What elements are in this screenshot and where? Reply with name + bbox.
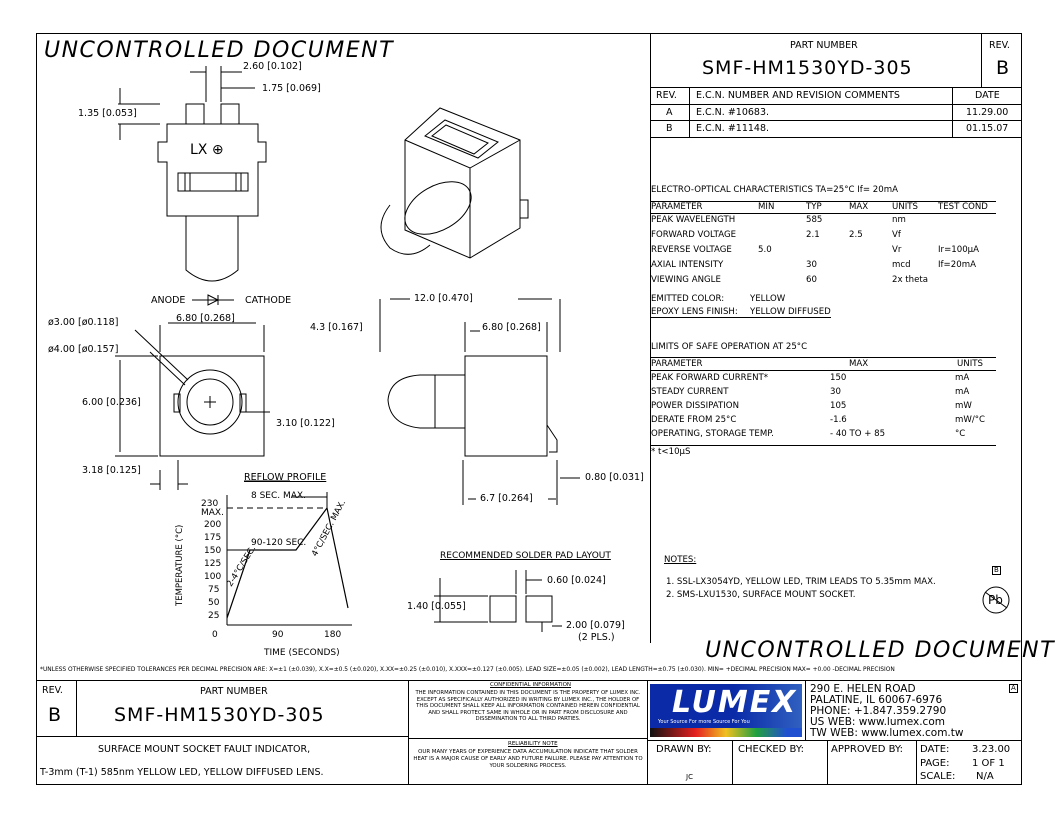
solder-dim-200: 2.00 [0.079] bbox=[566, 620, 625, 631]
dim-680-side: 6.80 [0.268] bbox=[482, 322, 541, 333]
rohs-pb: Pb bbox=[988, 593, 1003, 607]
safe-row-3-units: mW/°C bbox=[955, 415, 986, 425]
eo-row-2-min: 5.0 bbox=[758, 245, 772, 255]
safe-row-0-max: 150 bbox=[830, 373, 847, 383]
rev-label: REV. bbox=[989, 40, 1010, 51]
part-number: SMF-HM1530YD-305 bbox=[702, 57, 913, 79]
tolerance-note: *UNLESS OTHERWISE SPECIFIED TOLERANCES PER DECIMAL PRECISION ARE: X=±1 (±0.039), X.X=±0.5 (±0.020), X.XX=±0.25 (±0.010), X.XXX=±0.127 (±0.005). LEAD SIZE=±0.05 (±0.002), LEAD LENGTH=±0.75 (±0.030). MIN= +DECIMAL PRECISION MAX= +0.00 -DECIMAL PRECISION bbox=[40, 667, 895, 673]
eo-row-3-typ: 30 bbox=[806, 260, 817, 270]
reflow-ann-ramp-down: 4°C/SEC. MAX. bbox=[310, 498, 349, 559]
watermark-bottom: UNCONTROLLED DOCUMENT bbox=[705, 638, 1056, 663]
anode-label: ANODE bbox=[151, 295, 186, 306]
eo-row-3-test-cond: If=20mA bbox=[938, 260, 976, 270]
rev-row-a-rev: A bbox=[666, 107, 673, 118]
reflow-title: REFLOW PROFILE bbox=[244, 472, 327, 483]
drawn-by-label: DRAWN BY: bbox=[656, 744, 712, 755]
lumex-logo bbox=[650, 684, 802, 737]
eo-row-4-units: 2x theta bbox=[892, 275, 929, 285]
safe-row-3-parameter: DERATE FROM 25°C bbox=[651, 415, 737, 425]
reflow-ytick-100: 100 bbox=[204, 572, 222, 582]
reflow-ytick-50: 50 bbox=[208, 598, 220, 608]
eo-row-2-units: Vr bbox=[892, 245, 902, 255]
lx-mark: LX ⊕ bbox=[190, 142, 224, 158]
solder-dim-060: 0.60 [0.024] bbox=[547, 575, 606, 586]
reflow-ytick-150: 150 bbox=[204, 546, 222, 556]
dim-top-135: 1.35 [0.053] bbox=[78, 108, 137, 119]
eo-row-0-units: nm bbox=[892, 215, 906, 225]
eo-row-1-parameter: FORWARD VOLTAGE bbox=[651, 230, 737, 240]
safe-footnote: * t<10μS bbox=[651, 447, 691, 457]
safe-row-2-parameter: POWER DISSIPATION bbox=[651, 401, 739, 411]
safe-row-2-max: 105 bbox=[830, 401, 847, 411]
date-value: 3.23.00 bbox=[972, 744, 1011, 755]
rel-title: RELIABILITY NOTE bbox=[508, 741, 558, 747]
dim-67: 6.7 [0.264] bbox=[480, 493, 533, 504]
dim-top-260: 2.60 [0.102] bbox=[243, 61, 302, 72]
eo-header-parameter: PARAMETER bbox=[651, 202, 703, 212]
bottom-desc-2: T-3mm (T-1) 585nm YELLOW LED, YELLOW DIFFUSED LENS. bbox=[40, 767, 324, 778]
watermark-top: UNCONTROLLED DOCUMENT bbox=[44, 38, 395, 63]
conf-title: CONFIDENTIAL INFORMATION bbox=[490, 682, 572, 688]
eo-row-1-typ: 2.1 bbox=[806, 230, 820, 240]
safe-row-0-parameter: PEAK FORWARD CURRENT* bbox=[651, 373, 769, 383]
checked-by-label: CHECKED BY: bbox=[738, 744, 805, 755]
date-label: DATE: bbox=[920, 744, 950, 755]
bottom-desc-1: SURFACE MOUNT SOCKET FAULT INDICATOR, bbox=[98, 744, 311, 755]
lens-label: EPOXY LENS FINISH: bbox=[651, 307, 738, 317]
reflow-ytick-200: 200 bbox=[204, 520, 222, 530]
eo-row-4-parameter: VIEWING ANGLE bbox=[651, 275, 721, 285]
logo-rainbow bbox=[650, 728, 802, 737]
dim-top-175: 1.75 [0.069] bbox=[262, 83, 321, 94]
reflow-ytick-75: 75 bbox=[208, 585, 220, 595]
safe-row-0-units: mA bbox=[955, 373, 970, 383]
eo-row-0-parameter: PEAK WAVELENGTH bbox=[651, 215, 736, 225]
rev-table-header-comments: E.C.N. NUMBER AND REVISION COMMENTS bbox=[696, 90, 900, 101]
eo-row-4-typ: 60 bbox=[806, 275, 817, 285]
dim-310: 3.10 [0.122] bbox=[276, 418, 335, 429]
bottom-rev: B bbox=[48, 704, 63, 726]
eo-header-typ: TYP bbox=[806, 202, 822, 212]
dim-080: 0.80 [0.031] bbox=[585, 472, 644, 483]
drawn-by: JC bbox=[686, 773, 693, 781]
lens-value: YELLOW DIFFUSED bbox=[750, 307, 831, 317]
safe-row-3-max: -1.6 bbox=[830, 415, 847, 425]
safe-row-1-max: 30 bbox=[830, 387, 841, 397]
safe-header-units: UNITS bbox=[957, 359, 983, 369]
address-marker: A bbox=[1011, 684, 1016, 692]
bottom-part-number-label: PART NUMBER bbox=[200, 686, 268, 697]
rev-table-header-date: DATE bbox=[975, 90, 1000, 101]
bottom-rev-label: REV. bbox=[42, 685, 63, 696]
address-line-1: 290 E. HELEN ROAD bbox=[810, 683, 916, 695]
address-line-3: PHONE: +1.847.359.2790 bbox=[810, 705, 947, 717]
safe-row-2-units: mW bbox=[955, 401, 972, 411]
scale-label: SCALE: bbox=[920, 771, 956, 782]
rel-text: OUR MANY YEARS OF EXPERIENCE DATA ACCUMULATION INDICATE THAT SOLDER HEAT IS A MAJOR CAUSE OF EARLY AND FUTURE FAILURE. PLEASE PAY ATTENTION TO YOUR SOLDERING PROCESS. bbox=[413, 749, 643, 769]
rev-value: B bbox=[996, 57, 1011, 79]
eo-row-3-parameter: AXIAL INTENSITY bbox=[651, 260, 724, 270]
dim-318: 3.18 [0.125] bbox=[82, 465, 141, 476]
reflow-xtick-90: 90 bbox=[272, 630, 284, 640]
eo-row-2-test-cond: Ir=100μA bbox=[938, 245, 980, 255]
rev-row-a-date: 11.29.00 bbox=[966, 107, 1009, 118]
dim-1200: 12.0 [0.470] bbox=[414, 293, 473, 304]
safe-row-4-units: °C bbox=[955, 429, 966, 439]
part-number-label: PART NUMBER bbox=[790, 40, 858, 51]
page-label: PAGE: bbox=[920, 758, 950, 769]
eo-header-units: UNITS bbox=[892, 202, 918, 212]
reflow-ann-hold: 90-120 SEC. bbox=[251, 538, 307, 548]
notes-marker: B bbox=[994, 566, 999, 574]
reflow-ylabel: TEMPERATURE (°C) bbox=[175, 524, 185, 606]
reflow-ann-max: 8 SEC. MAX. bbox=[251, 491, 306, 501]
eo-title: ELECTRO-OPTICAL CHARACTERISTICS TA=25°C If= 20mA bbox=[651, 185, 898, 195]
reflow-ytick-125: 125 bbox=[204, 559, 222, 569]
page-value: 1 OF 1 bbox=[972, 758, 1005, 769]
dim-600: 6.00 [0.236] bbox=[82, 397, 141, 408]
eo-header-max: MAX bbox=[849, 202, 869, 212]
bottom-part-number: SMF-HM1530YD-305 bbox=[114, 704, 325, 726]
eo-row-1-max: 2.5 bbox=[849, 230, 863, 240]
reflow-ytick-25: 25 bbox=[208, 611, 220, 621]
emitted-color: YELLOW bbox=[750, 294, 786, 304]
approved-by-label: APPROVED BY: bbox=[831, 744, 904, 755]
eo-row-3-units: mcd bbox=[892, 260, 911, 270]
scale-value: N/A bbox=[976, 771, 994, 782]
rev-row-b-comment: E.C.N. #11148. bbox=[696, 123, 770, 134]
dim-680-front: 6.80 [0.268] bbox=[176, 313, 235, 324]
rev-row-b-date: 01.15.07 bbox=[966, 123, 1009, 134]
solder-title: RECOMMENDED SOLDER PAD LAYOUT bbox=[440, 551, 611, 561]
eo-header-min: MIN bbox=[758, 202, 775, 212]
address-line-5: TW WEB: www.lumex.com.tw bbox=[810, 727, 964, 739]
rev-row-b-rev: B bbox=[666, 123, 673, 134]
note-2: 2. SMS-LXU1530, SURFACE MOUNT SOCKET. bbox=[666, 590, 856, 600]
address-line-2: PALATINE, IL 60067-6976 bbox=[810, 694, 943, 706]
solder-pls: (2 PLS.) bbox=[578, 632, 615, 643]
dim-dia-300: ø3.00 [ø0.118] bbox=[48, 317, 119, 328]
eo-row-0-typ: 585 bbox=[806, 215, 823, 225]
reflow-ann-ramp-up: 2-4°C/SEC. bbox=[225, 544, 259, 589]
logo-wordmark: LUMEX bbox=[672, 685, 798, 720]
eo-header-test-cond: TEST COND bbox=[938, 202, 988, 212]
eo-row-2-parameter: REVERSE VOLTAGE bbox=[651, 245, 732, 255]
safe-row-1-parameter: STEADY CURRENT bbox=[651, 387, 729, 397]
emitted-color-label: EMITTED COLOR: bbox=[651, 294, 725, 304]
conf-text: THE INFORMATION CONTAINED IN THIS DOCUMENT IS THE PROPERTY OF LUMEX INC. EXCEPT AS SPECIFICALLY AUTHORIZED IN WRITING BY LUMEX INC., THE HOLDER OF THIS DOCUMENT SHALL KEEP ALL INFORMATION CONTAINED HEREIN CONFIDENTIAL AND SHALL PROTECT SAME IN WHOLE OR IN PART FROM DISCLOSURE AND DISSEMINATION TO ALL THIRD PARTIES. bbox=[415, 690, 641, 723]
eo-row-1-units: Vf bbox=[892, 230, 901, 240]
cathode-label: CATHODE bbox=[245, 295, 292, 306]
solder-dim-140: 1.40 [0.055] bbox=[407, 601, 466, 612]
safe-header-max: MAX bbox=[849, 359, 869, 369]
rev-table-header-rev: REV. bbox=[656, 90, 677, 101]
safe-header-parameter: PARAMETER bbox=[651, 359, 703, 369]
reflow-xtick-0: 0 bbox=[212, 630, 218, 640]
reflow-xlabel: TIME (SECONDS) bbox=[264, 648, 340, 658]
rev-row-a-comment: E.C.N. #10683. bbox=[696, 107, 770, 118]
dim-43: 4.3 [0.167] bbox=[310, 322, 363, 333]
reflow-xtick-180: 180 bbox=[324, 630, 342, 640]
safe-row-4-parameter: OPERATING, STORAGE TEMP. bbox=[651, 429, 774, 439]
safe-title: LIMITS OF SAFE OPERATION AT 25°C bbox=[651, 342, 808, 352]
note-1: 1. SSL-LX3054YD, YELLOW LED, TRIM LEADS TO 5.35mm MAX. bbox=[666, 577, 936, 587]
logo-tagline: Your Source For more Source For You bbox=[658, 719, 750, 725]
address-line-4: US WEB: www.lumex.com bbox=[810, 716, 945, 728]
safe-row-1-units: mA bbox=[955, 387, 970, 397]
safe-row-4-max: - 40 TO + 85 bbox=[830, 429, 886, 439]
notes-title: NOTES: bbox=[664, 555, 697, 565]
reflow-ytick-175: 175 bbox=[204, 533, 222, 543]
dim-dia-400: ø4.00 [ø0.157] bbox=[48, 344, 119, 355]
reflow-ytick-230: 230 MAX. bbox=[201, 499, 224, 518]
